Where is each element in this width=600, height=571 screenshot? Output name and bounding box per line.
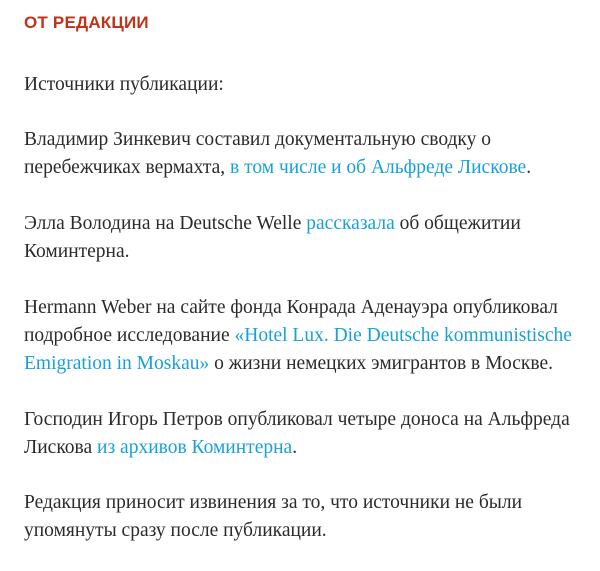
apology-text: Редакция приносит извинения за то, что источники не были упомянуты сразу после публикации. xyxy=(24,492,523,541)
paragraph-petrov xyxy=(24,406,594,462)
link-rasskazala[interactable]: рассказала xyxy=(306,213,395,234)
paragraph-text: о жизни немецких эмигрантов в Москве. xyxy=(209,353,553,374)
link-hotel-lux[interactable]: «Hotel Lux. Die Deutsche kommunistische Emigration in Moskau» xyxy=(24,325,572,374)
sources-intro xyxy=(24,71,594,99)
paragraph-weber xyxy=(24,294,594,378)
paragraph-text: Господин Игорь Петров опубликовал четыре доноса на Альфреда Лискова xyxy=(24,409,570,458)
paragraph-text: Элла Володина на Deutsche Welle xyxy=(24,213,307,234)
paragraph-text: . xyxy=(292,437,298,458)
sources-intro-text: Источники публикации: xyxy=(24,74,224,95)
section-header: ОТ РЕДАКЦИИ xyxy=(24,13,149,32)
apology-paragraph xyxy=(24,489,594,545)
paragraph-text: . xyxy=(526,157,532,178)
paragraph-text: Владимир Зинкевич составил документальную сводку о перебежчиках вермахта, xyxy=(24,129,492,178)
paragraph-text: об общежитии Коминтерна. xyxy=(24,213,521,262)
paragraph-volodina xyxy=(24,210,594,266)
editorial-note xyxy=(24,0,594,545)
paragraph-text: Hermann Weber на сайте фонда Конрада Аденауэра опубликовал подробное исследование xyxy=(24,297,558,346)
link-liskov[interactable]: в том числе и об Альфреде Лискове xyxy=(230,157,527,178)
link-comintern-archives[interactable]: из архивов Коминтерна xyxy=(97,437,293,458)
paragraph-zinkevich xyxy=(24,126,594,182)
